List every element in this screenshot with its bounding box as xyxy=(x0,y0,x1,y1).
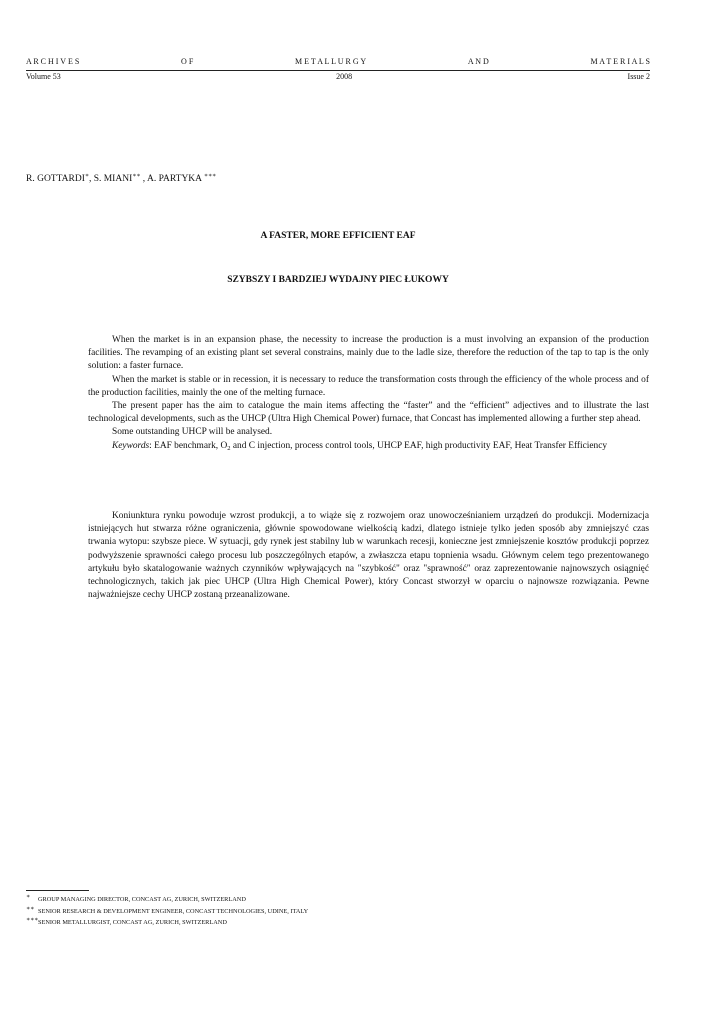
keywords xyxy=(88,440,649,453)
abstract-paragraph: When the market is stable or in recession, it is necessary to reduce the transformation costs through the efficiency of the whole process and of the production facilities, mainly the one of the melting furnace. xyxy=(88,374,649,398)
volume: Volume 53 xyxy=(26,72,61,81)
year: 2008 xyxy=(336,72,353,81)
abstract-paragraph: Some outstanding UHCP will be analysed. xyxy=(112,427,273,438)
author-sep: , xyxy=(140,174,147,184)
header-rule xyxy=(26,70,650,71)
author-name: S. MIANI xyxy=(93,174,133,184)
footnotes xyxy=(26,894,626,929)
journal-word: A R C H I V E S xyxy=(26,57,80,66)
author-mark: ∗∗∗ xyxy=(203,173,217,179)
journal-word: A N D xyxy=(467,57,489,66)
footnote-text: GROUP MANAGING DIRECTOR, CONCAST AG, ZURICH, SWITZERLAND xyxy=(38,896,246,903)
header-meta xyxy=(26,72,650,82)
polish-abstract-paragraph: Koniunktura rynku powoduje wzrost produkcji, a to wiąże się z rozwojem oraz unowocześnianiem urządzeń do produkcji. Modernizacja istniejących hut stwarza różne ograniczenia, głównie spowodowane wielkością kadzi, dlatego istnieje tylko jeden sposób aby zmniejszyć czas trwania wytopu: szybsze piece. W sytuacji, gdy rynek jest stabilny lub w warunkach recesji, konieczne jest zmniejszenie kosztów produkcji poprzez podwyższenie sprawności całego procesu lub poszczególnych etapów, a zwłaszcza etapu topnienia wsadu. Głównym celem tego prezentowanego artykułu było skatalogowanie ważnych czynników wpływających na "szybkość" oraz "sprawność" oraz zaprezentowanie najnowszych osiągnięć technologicznych, takich jak piec UHCP (Ultra High Chemical Power), który Concast stworzył w oparciu o najnowsze rozwiązania. Pewne najważniejsze cechy UHCP zostaną przeanalizowane. xyxy=(88,511,649,601)
abstract xyxy=(88,334,649,453)
author-mark: ∗ xyxy=(84,173,89,179)
polish-abstract xyxy=(88,510,649,602)
footnote xyxy=(26,894,626,906)
footnote-mark: ∗∗ xyxy=(26,905,35,912)
title-polish: SZYBSZY I BARDZIEJ WYDAJNY PIEC ŁUKOWY xyxy=(227,275,449,285)
footnote-text: SENIOR RESEARCH & DEVELOPMENT ENGINEER, CONCAST TECHNOLOGIES, UDINE, ITALY xyxy=(38,907,309,915)
author-name: R. GOTTARDI xyxy=(26,174,85,184)
footnote xyxy=(26,917,626,929)
author-sep: , xyxy=(88,174,94,184)
abstract-paragraph: The present paper has the aim to catalogue the main items affecting the “faster” and the “efficient” adjectives and to illustrate the last technological developments, such as the UHCP (Ultra High Chemical Power) furnace, that Concast has implemented allowing a further step ahead. xyxy=(88,401,649,425)
keywords-text: : EAF benchmark, O xyxy=(149,440,228,451)
journal-word: M A T E R I A L S xyxy=(590,57,650,66)
author-mark: ∗∗ xyxy=(132,173,141,179)
keywords-label: Keywords xyxy=(112,440,150,451)
keywords-text: and C injection, process control tools, UHCP EAF, high productivity EAF, Heat Transfer Efficiency xyxy=(230,440,608,451)
issue: Issue 2 xyxy=(627,72,650,81)
footnote-rule xyxy=(26,890,89,891)
author-name: A. PARTYKA xyxy=(147,174,202,184)
journal-title xyxy=(26,57,650,67)
title-english: A FASTER, MORE EFFICIENT EAF xyxy=(260,231,416,241)
footnote xyxy=(26,906,626,918)
authors xyxy=(26,170,216,185)
keywords-subscript: 2 xyxy=(227,444,231,452)
footnote-mark: ∗ xyxy=(26,894,31,900)
footnote-text: SENIOR METALLURGIST, CONCAST AG, ZURICH, SWITZERLAND xyxy=(38,919,227,926)
footnote-mark: ∗∗∗ xyxy=(26,917,39,923)
journal-word: M E T A L L U R G Y xyxy=(295,57,367,66)
abstract-paragraph: When the market is in an expansion phase, the necessity to increase the production is a must involving an expansion of the production facilities. The revamping of an existing plant set several constrains, mainly due to the ladle size, therefore the reduction of the tap to tap is the only solution: a faster furnace. xyxy=(88,335,649,372)
journal-word: O F xyxy=(181,57,194,66)
